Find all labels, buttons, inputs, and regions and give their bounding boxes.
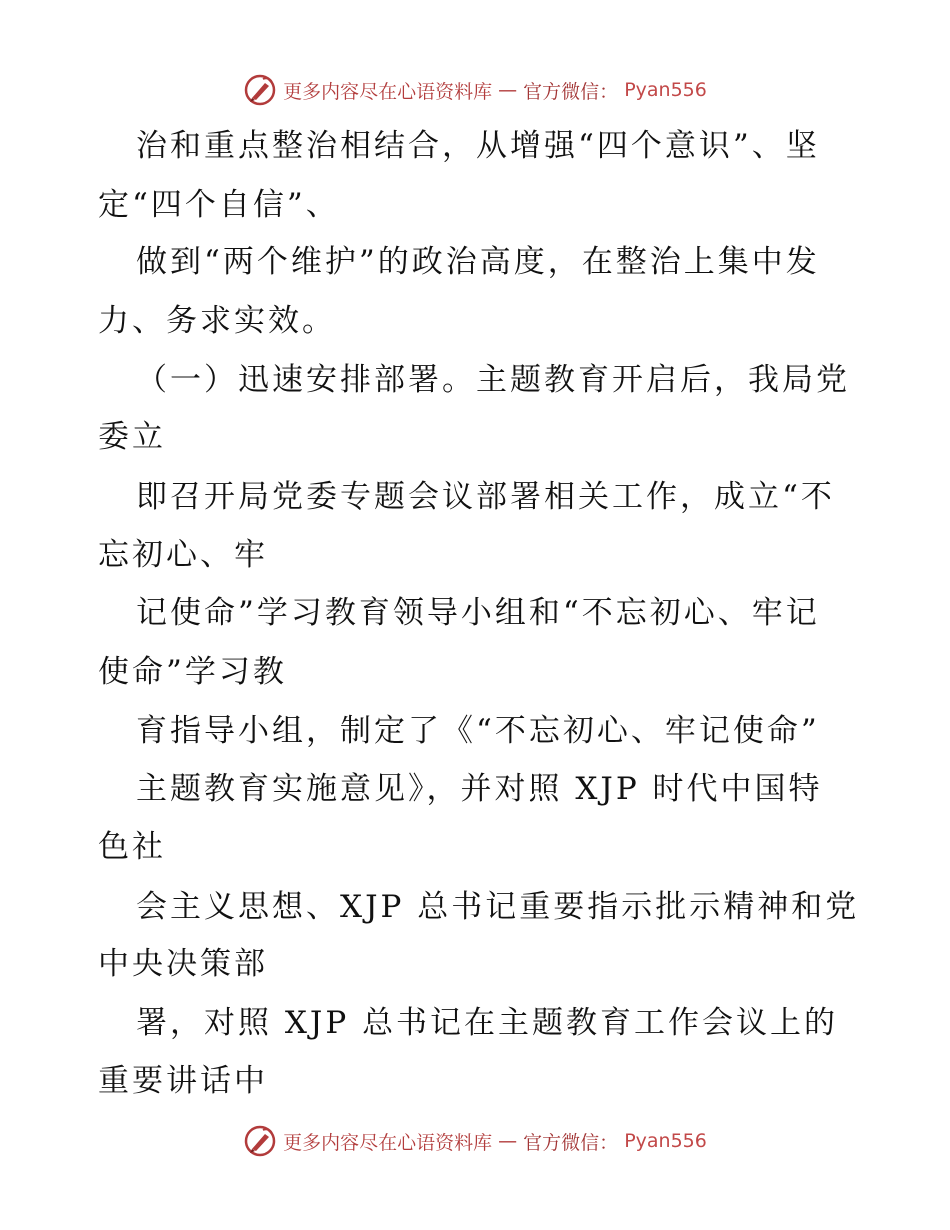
text-line: 治和重点整治相结合，从增强“四个意识”、坚 — [136, 128, 820, 164]
text-line: 会主义思想、XJP 总书记重要指示批示精神和党 — [136, 889, 860, 925]
watermark-contact-label: 官方微信： — [523, 1131, 619, 1154]
watermark-contact-id: Pyan556 — [624, 79, 707, 101]
text-line: （一）迅速安排部署。主题教育开启后，我局党 — [136, 362, 850, 398]
text-line: 忘初心、牢 — [98, 537, 268, 573]
text-line: 定“四个自信”、 — [98, 187, 340, 223]
text-line: 力、务求实效。 — [98, 303, 336, 339]
text-line: 使命”学习教 — [98, 654, 287, 690]
brush-pen-logo-icon — [243, 1124, 277, 1158]
watermark-dash: — — [498, 1130, 518, 1152]
text-line: 育指导小组，制定了《“不忘初心、牢记使命” — [136, 713, 820, 749]
text-line: 委立 — [98, 419, 166, 455]
text-line: 重要讲话中 — [98, 1063, 268, 1099]
watermark-contact-id: Pyan556 — [624, 1130, 707, 1152]
text-line: 主题教育实施意见》，并对照 XJP 时代中国特 — [136, 771, 823, 807]
text-line: 中央决策部 — [98, 946, 268, 982]
watermark-contact-label: 官方微信： — [523, 80, 619, 103]
watermark-site-name: 更多内容尽在心语资料库 — [283, 80, 493, 103]
text-line: 即召开局党委专题会议部署相关工作，成立“不 — [136, 479, 835, 515]
watermark-dash: — — [498, 79, 518, 101]
text-line: 色社 — [98, 829, 166, 865]
text-line: 署，对照 XJP 总书记在主题教育工作会议上的 — [136, 1005, 839, 1041]
text-line: 做到“两个维护”的政治高度，在整治上集中发 — [136, 244, 820, 280]
watermark-site-name: 更多内容尽在心语资料库 — [283, 1131, 493, 1154]
text-line: 记使命”学习教育领导小组和“不忘初心、牢记 — [136, 595, 820, 631]
footer-watermark — [0, 1121, 950, 1161]
